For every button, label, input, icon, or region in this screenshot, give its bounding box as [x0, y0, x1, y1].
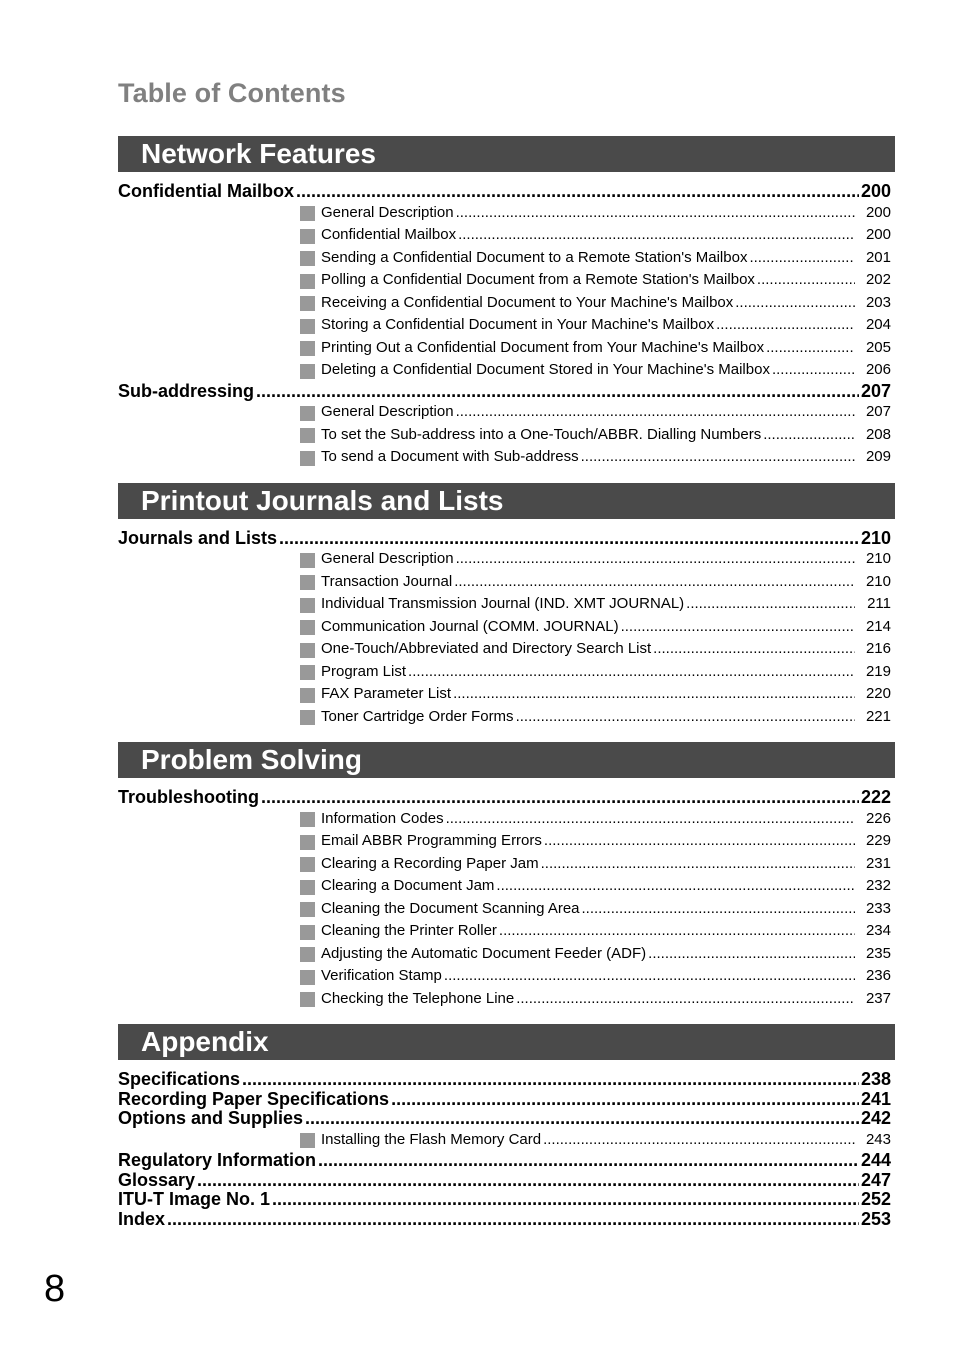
subentry-label: Verification Stamp: [321, 967, 442, 984]
toc-subentry[interactable]: [300, 943, 895, 966]
square-bullet-icon: [300, 710, 315, 725]
entry-page-number: 222: [860, 787, 891, 807]
entry-page-number: 200: [860, 181, 891, 201]
subentry-page-number: 210: [865, 572, 891, 590]
toc-subentry[interactable]: [300, 661, 895, 684]
toc-subentry[interactable]: [300, 706, 895, 729]
dot-leader: [772, 359, 855, 382]
subentry-page-number: 206: [865, 361, 891, 378]
subentry-label: Checking the Telephone Line: [321, 989, 515, 1007]
toc-subentry[interactable]: [300, 898, 895, 921]
toc-subentry[interactable]: [300, 571, 895, 594]
entry-label: Confidential Mailbox: [118, 181, 295, 201]
dot-leader: [653, 638, 855, 661]
subentry-page-number: 202: [865, 271, 891, 288]
dot-leader: [496, 875, 855, 898]
subentry-label: Printing Out a Confidential Document from Your Machine's Mailbox: [321, 338, 765, 356]
entry-label: Specifications: [118, 1069, 241, 1089]
page-heading: Table of Contents: [118, 78, 346, 108]
dot-leader: [766, 337, 855, 360]
dot-leader: [543, 1129, 855, 1152]
section-title: Network Features: [118, 136, 895, 172]
dot-leader: [454, 571, 855, 594]
subentry-page-number: 221: [865, 707, 891, 725]
entry-label: Troubleshooting: [118, 787, 259, 807]
toc-subentry[interactable]: [300, 247, 895, 270]
page-number: 8: [44, 1268, 66, 1310]
subentry-label: General Description: [321, 203, 454, 221]
toc-section: [118, 742, 895, 1010]
toc-subentry[interactable]: [300, 314, 895, 337]
dot-leader: [272, 1190, 859, 1210]
square-bullet-icon: [300, 341, 315, 356]
toc-subentry[interactable]: [300, 359, 895, 382]
square-bullet-icon: [300, 925, 315, 940]
subentry-label: Program List: [321, 662, 407, 680]
square-bullet-icon: [300, 880, 315, 895]
square-bullet-icon: [300, 319, 315, 334]
toc-subentry[interactable]: [300, 446, 895, 469]
dot-leader: [296, 182, 859, 202]
subentry-label: General Description: [321, 403, 454, 420]
square-bullet-icon: [300, 296, 315, 311]
dot-leader: [686, 593, 855, 616]
subentry-label: Cleaning the Document Scanning Area: [321, 899, 580, 917]
section-entries: [118, 172, 895, 469]
entry-label: Glossary: [118, 1169, 196, 1190]
section-title: Problem Solving: [118, 742, 895, 778]
dot-leader: [757, 269, 855, 292]
entry-page-number: 253: [860, 1208, 891, 1229]
square-bullet-icon: [300, 406, 315, 421]
square-bullet-icon: [300, 992, 315, 1007]
subentry-label: Sending a Confidential Document to a Remote Station's Mailbox: [321, 248, 748, 266]
toc-entry[interactable]: [118, 382, 895, 402]
section-entries: [118, 519, 895, 729]
subentry-page-number: 235: [865, 944, 891, 962]
dot-leader: [261, 788, 859, 808]
toc-subentry[interactable]: [300, 965, 895, 988]
dot-leader: [458, 224, 855, 247]
dot-leader: [456, 202, 855, 225]
toc-entry[interactable]: [118, 182, 895, 202]
dot-leader: [453, 683, 855, 706]
dot-leader: [516, 988, 855, 1011]
toc-subentry[interactable]: [300, 292, 895, 315]
subentry-label: Toner Cartridge Order Forms: [321, 707, 514, 725]
subentry-page-number: 200: [865, 226, 891, 243]
subentry-label: Cleaning the Printer Roller: [321, 922, 497, 939]
subentry-label: Receiving a Confidential Document to Your Machine's Mailbox: [321, 293, 734, 311]
toc-entry[interactable]: [118, 1171, 895, 1191]
toc-subentry[interactable]: [300, 548, 895, 571]
toc-subentry[interactable]: [300, 424, 895, 447]
subentry-page-number: 201: [865, 248, 891, 266]
entry-label: Recording Paper Specifications: [118, 1088, 390, 1109]
subentry-page-number: 219: [865, 662, 891, 680]
entry-page-number: 242: [860, 1108, 891, 1128]
table-of-contents: [118, 136, 895, 1229]
subentry-label: To set the Sub-address into a One-Touch/ABBR. Dialling Numbers: [321, 425, 762, 443]
square-bullet-icon: [300, 620, 315, 635]
dot-leader: [621, 616, 855, 639]
entry-label: Regulatory Information: [118, 1150, 317, 1170]
toc-entry[interactable]: [118, 1210, 895, 1230]
dot-leader: [444, 965, 855, 988]
subentry-label: Adjusting the Automatic Document Feeder (ADF): [321, 944, 647, 962]
dot-leader: [582, 898, 855, 921]
toc-subentry[interactable]: [300, 638, 895, 661]
dot-leader: [749, 247, 855, 270]
subentry-label: Confidential Mailbox: [321, 226, 457, 243]
subentry-page-number: 204: [865, 316, 891, 333]
square-bullet-icon: [300, 688, 315, 703]
subentry-page-number: 203: [865, 293, 891, 311]
dot-leader: [499, 920, 855, 943]
toc-subentry[interactable]: [300, 875, 895, 898]
toc-entry[interactable]: [118, 1070, 895, 1090]
entry-page-number: 238: [860, 1069, 891, 1089]
entry-page-number: 252: [860, 1189, 891, 1209]
subentry-label: Communication Journal (COMM. JOURNAL): [321, 617, 619, 635]
subentry-label: Installing the Flash Memory Card: [321, 1130, 542, 1148]
square-bullet-icon: [300, 575, 315, 590]
subentry-label: Storing a Confidential Document in Your Machine's Mailbox: [321, 316, 715, 333]
toc-section: [118, 136, 895, 469]
toc-entry[interactable]: [118, 788, 895, 808]
square-bullet-icon: [300, 857, 315, 872]
toc-subentry[interactable]: [300, 920, 895, 943]
square-bullet-icon: [300, 665, 315, 680]
subentry-page-number: 214: [865, 617, 891, 635]
square-bullet-icon: [300, 598, 315, 613]
dot-leader: [408, 661, 855, 684]
section-title: Printout Journals and Lists: [118, 483, 895, 519]
subentry-page-number: 210: [865, 550, 891, 567]
subentry-page-number: 233: [865, 899, 891, 917]
subentry-page-number: 208: [865, 425, 891, 443]
square-bullet-icon: [300, 206, 315, 221]
subentry-page-number: 243: [865, 1130, 891, 1148]
entry-page-number: 241: [860, 1088, 891, 1109]
subentry-label: General Description: [321, 550, 454, 567]
dot-leader: [242, 1070, 859, 1090]
subentry-label: To send a Document with Sub-address: [321, 448, 579, 465]
toc-subentry[interactable]: [300, 269, 895, 292]
dot-leader: [318, 1151, 859, 1171]
square-bullet-icon: [300, 902, 315, 917]
toc-subentry[interactable]: [300, 1129, 895, 1152]
entry-label: Journals and Lists: [118, 527, 278, 548]
dot-leader: [516, 706, 855, 729]
dot-leader: [763, 424, 855, 447]
square-bullet-icon: [300, 835, 315, 850]
entry-label: Sub-addressing: [118, 380, 255, 401]
subentry-page-number: 207: [865, 403, 891, 420]
subentry-page-number: 216: [865, 640, 891, 657]
toc-subentry[interactable]: [300, 593, 895, 616]
subentry-page-number: 220: [865, 685, 891, 702]
square-bullet-icon: [300, 643, 315, 658]
square-bullet-icon: [300, 428, 315, 443]
square-bullet-icon: [300, 274, 315, 289]
subentry-page-number: 232: [865, 877, 891, 894]
subentry-label: Clearing a Document Jam: [321, 877, 495, 894]
toc-subentry[interactable]: [300, 988, 895, 1011]
toc-subentry[interactable]: [300, 224, 895, 247]
entry-page-number: 207: [860, 380, 891, 401]
toc-entry[interactable]: [118, 1090, 895, 1110]
toc-subentry[interactable]: [300, 808, 895, 831]
dot-leader: [391, 1090, 859, 1110]
dot-leader: [279, 529, 859, 549]
subentry-label: Information Codes: [321, 809, 444, 827]
dot-leader: [256, 382, 859, 402]
subentry-label: Deleting a Confidential Document Stored in Your Machine's Mailbox: [321, 361, 770, 378]
toc-subentry[interactable]: [300, 830, 895, 853]
dot-leader: [456, 548, 855, 571]
toc-section: [118, 483, 895, 729]
entry-label: Index: [118, 1208, 166, 1229]
toc-subentry[interactable]: [300, 616, 895, 639]
subentry-page-number: 231: [865, 854, 891, 872]
dot-leader: [167, 1210, 859, 1230]
square-bullet-icon: [300, 451, 315, 466]
toc-subentry[interactable]: [300, 337, 895, 360]
toc-section: [118, 1024, 895, 1229]
toc-subentry[interactable]: [300, 853, 895, 876]
dot-leader: [648, 943, 855, 966]
dot-leader: [305, 1109, 859, 1129]
subentry-label: Transaction Journal: [321, 572, 453, 590]
subentry-page-number: 200: [865, 203, 891, 221]
section-title: Appendix: [118, 1024, 895, 1060]
entry-page-number: 210: [860, 527, 891, 548]
entry-label: Options and Supplies: [118, 1108, 304, 1128]
subentry-page-number: 211: [867, 595, 891, 612]
toc-entry[interactable]: [118, 1151, 895, 1171]
toc-entry[interactable]: [118, 1190, 895, 1210]
subentry-label: Email ABBR Programming Errors: [321, 832, 542, 849]
square-bullet-icon: [300, 251, 315, 266]
subentry-label: FAX Parameter List: [321, 685, 452, 702]
square-bullet-icon: [300, 812, 315, 827]
subentry-page-number: 236: [865, 967, 891, 984]
dot-leader: [581, 446, 855, 469]
dot-leader: [197, 1171, 859, 1191]
subentry-label: Clearing a Recording Paper Jam: [321, 854, 539, 872]
dot-leader: [735, 292, 855, 315]
square-bullet-icon: [300, 1133, 315, 1148]
square-bullet-icon: [300, 970, 315, 985]
toc-subentry[interactable]: [300, 683, 895, 706]
dot-leader: [544, 830, 855, 853]
section-entries: [118, 778, 895, 1010]
dot-leader: [446, 808, 855, 831]
subentry-page-number: 237: [865, 989, 891, 1007]
square-bullet-icon: [300, 364, 315, 379]
toc-entry[interactable]: [118, 1109, 895, 1129]
subentry-label: Polling a Confidential Document from a Remote Station's Mailbox: [321, 271, 755, 288]
subentry-label: One-Touch/Abbreviated and Directory Search List: [321, 640, 652, 657]
subentry-page-number: 226: [865, 809, 891, 827]
subentry-page-number: 209: [865, 448, 891, 465]
section-entries: [118, 1060, 895, 1229]
dot-leader: [456, 401, 855, 424]
subentry-page-number: 229: [865, 832, 891, 849]
dot-leader: [541, 853, 855, 876]
square-bullet-icon: [300, 947, 315, 962]
entry-page-number: 247: [860, 1169, 891, 1190]
subentry-page-number: 234: [865, 922, 891, 939]
toc-subentry[interactable]: [300, 401, 895, 424]
subentry-page-number: 205: [865, 338, 891, 356]
square-bullet-icon: [300, 553, 315, 568]
square-bullet-icon: [300, 229, 315, 244]
toc-subentry[interactable]: [300, 202, 895, 225]
subentry-label: Individual Transmission Journal (IND. XMT JOURNAL): [321, 595, 685, 612]
entry-page-number: 244: [860, 1150, 891, 1170]
entry-label: ITU-T Image No. 1: [118, 1189, 271, 1209]
toc-entry[interactable]: [118, 529, 895, 549]
dot-leader: [716, 314, 855, 337]
